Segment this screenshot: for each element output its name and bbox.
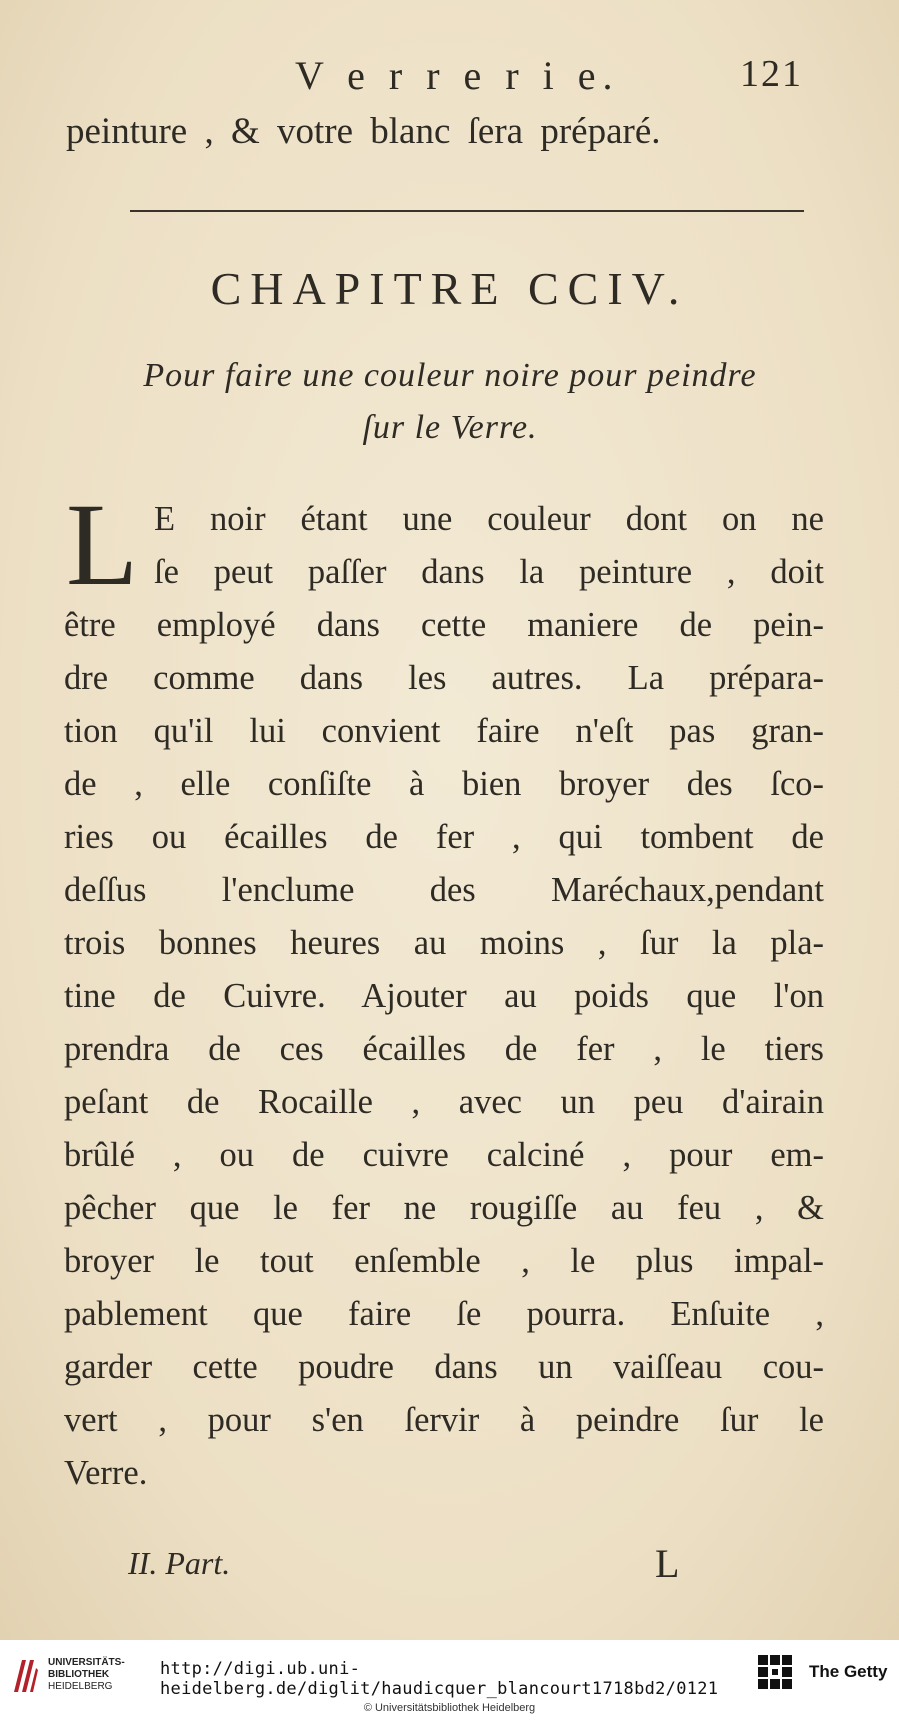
carryover-line: peinture , & votre blanc ſera préparé.: [66, 111, 661, 152]
permalink-url[interactable]: http://digi.ub.uni-heidelberg.de/diglit/haudicquer_blancourt1718bd2/0121: [160, 1659, 719, 1699]
heidelberg-library-logo-icon[interactable]: [10, 1652, 40, 1698]
body-line: pêcher que le fer ne rougiſſe au feu , &: [64, 1189, 824, 1227]
running-head-title: V e r r e r i e.: [295, 53, 620, 98]
page-number: 121: [740, 53, 803, 95]
body-line: pablement que faire ſe pourra. Enſuite ,: [64, 1295, 824, 1333]
body-line: ſe peut paſſer dans la peinture , doit: [154, 553, 824, 591]
body-line: tine de Cuivre. Ajouter au poids que l'on: [64, 977, 824, 1015]
running-head: [0, 52, 899, 102]
body-line: dre comme dans les autres. La prépara-: [64, 659, 824, 697]
body-line: ries ou écailles de fer , qui tombent de: [64, 818, 824, 856]
body-line: broyer le tout enſemble , le plus impal-: [64, 1242, 824, 1280]
body-line: vert , pour s'en ſervir à peindre ſur le: [64, 1401, 824, 1439]
library-name: UNIVERSITÄTS- BIBLIOTHEK HEIDELBERG: [48, 1657, 125, 1692]
body-text: [64, 493, 824, 1500]
partner-name: The Getty: [809, 1662, 888, 1681]
signature-mark: II. Part.: [128, 1545, 231, 1581]
body-line: trois bonnes heures au moins , ſur la pla-: [64, 924, 824, 962]
drop-cap: L: [66, 479, 139, 610]
body-line: être employé dans cette maniere de pein-: [64, 606, 824, 644]
copyright-notice: © Universitätsbibliothek Heidelberg: [363, 1702, 536, 1714]
body-line: brûlé , ou de cuivre calciné , pour em-: [64, 1136, 824, 1174]
section-rule: [130, 210, 804, 212]
body-line: garder cette poudre dans un vaiſſeau cou-: [64, 1348, 824, 1386]
getty-logo-icon[interactable]: [756, 1653, 796, 1697]
chapter-heading: CHAPITRE CCIV.: [210, 263, 689, 314]
body-line: E noir étant une couleur dont on ne: [154, 500, 824, 538]
subtitle-line-2: ſur le Verre.: [362, 409, 538, 446]
body-line: deſſus l'enclume des Maréchaux,pendant: [64, 871, 824, 909]
chapter-subtitle: [60, 350, 840, 454]
body-line: tion qu'il lui convient faire n'eſt pas gran-: [64, 712, 824, 750]
subtitle-line-1: Pour faire une couleur noire pour peindre: [143, 357, 757, 394]
body-line: prendra de ces écailles de fer , le tiers: [64, 1030, 824, 1068]
gathering-mark: L: [655, 1541, 680, 1586]
body-line: Verre.: [64, 1454, 148, 1492]
body-line: peſant de Rocaille , avec un peu d'airain: [64, 1083, 824, 1121]
viewer-footer-bar: [0, 1640, 899, 1734]
body-line: de , elle conſiſte à bien broyer des ſco-: [64, 765, 824, 803]
